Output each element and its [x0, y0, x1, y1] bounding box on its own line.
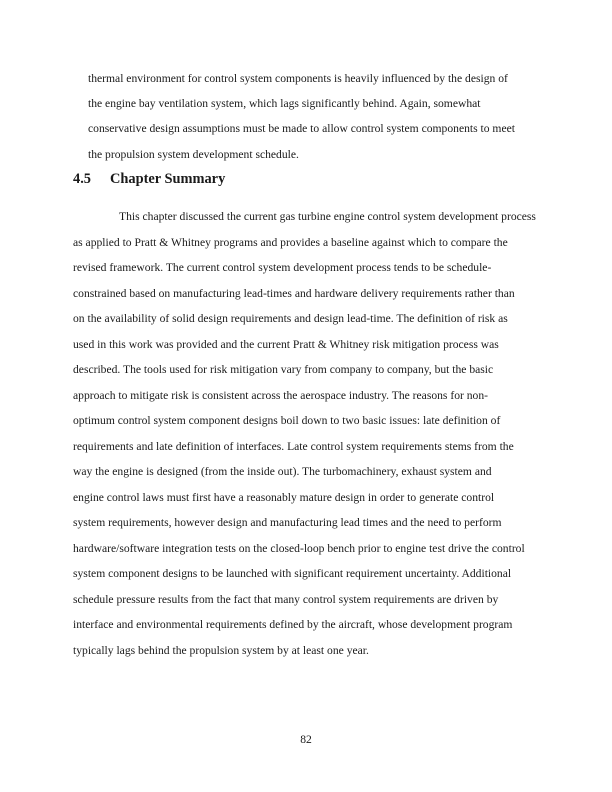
text-line: system requirements, however design and manufacturing lead times and the need to perform	[73, 516, 502, 529]
text-line: engine control laws must first have a reasonably mature design in order to generate control	[73, 490, 495, 504]
text-line: typically lags behind the propulsion system by at least one year.	[73, 643, 369, 657]
page-number: 82	[300, 733, 312, 746]
section-heading	[73, 170, 225, 188]
text-line: on the availability of solid design requirements and design lead-time. The definition of risk as	[73, 312, 508, 325]
text-line: hardware/software integration tests on the closed-loop bench prior to engine test drive the control	[73, 541, 525, 555]
text-line: optimum control system component designs boil down to two basic issues: late definition of	[73, 414, 501, 427]
text-line: described. The tools used for risk mitigation vary from company to company, but the basic	[73, 363, 494, 376]
text-line: requirements and late definition of interfaces. Late control system requirements stems from the	[73, 439, 514, 453]
text-line: thermal environment for control system components is heavily influenced by the design of	[88, 72, 508, 85]
summary-paragraph	[73, 204, 559, 663]
continued-paragraph	[88, 66, 558, 167]
text-line: constrained based on manufacturing lead-times and hardware delivery requirements rather than	[73, 286, 515, 300]
text-line: This chapter discussed the current gas turbine engine control system development process	[119, 210, 536, 223]
text-line: as applied to Pratt & Whitney programs and provides a baseline against which to compare the	[73, 235, 508, 249]
text-line: approach to mitigate risk is consistent across the aerospace industry. The reasons for non-	[73, 388, 489, 402]
text-line: schedule pressure results from the fact that many control system requirements are driven by	[73, 592, 499, 606]
section-number: 4.5	[73, 171, 91, 187]
text-line: used in this work was provided and the current Pratt & Whitney risk mitigation process was	[73, 337, 499, 351]
text-line: the propulsion system development schedule.	[88, 147, 299, 161]
text-line: interface and environmental requirements defined by the aircraft, whose development program	[73, 618, 513, 631]
text-line: system component designs to be launched with significant requirement uncertainty. Additional	[73, 567, 512, 580]
text-line: conservative design assumptions must be made to allow control system components to meet	[88, 122, 515, 136]
section-title: Chapter Summary	[110, 171, 226, 187]
text-line: revised framework. The current control system development process tends to be schedule-	[73, 261, 492, 274]
text-line: way the engine is designed (from the inside out). The turbomachinery, exhaust system and	[73, 465, 492, 478]
text-line: the engine bay ventilation system, which lags significantly behind. Again, somewhat	[88, 97, 481, 111]
